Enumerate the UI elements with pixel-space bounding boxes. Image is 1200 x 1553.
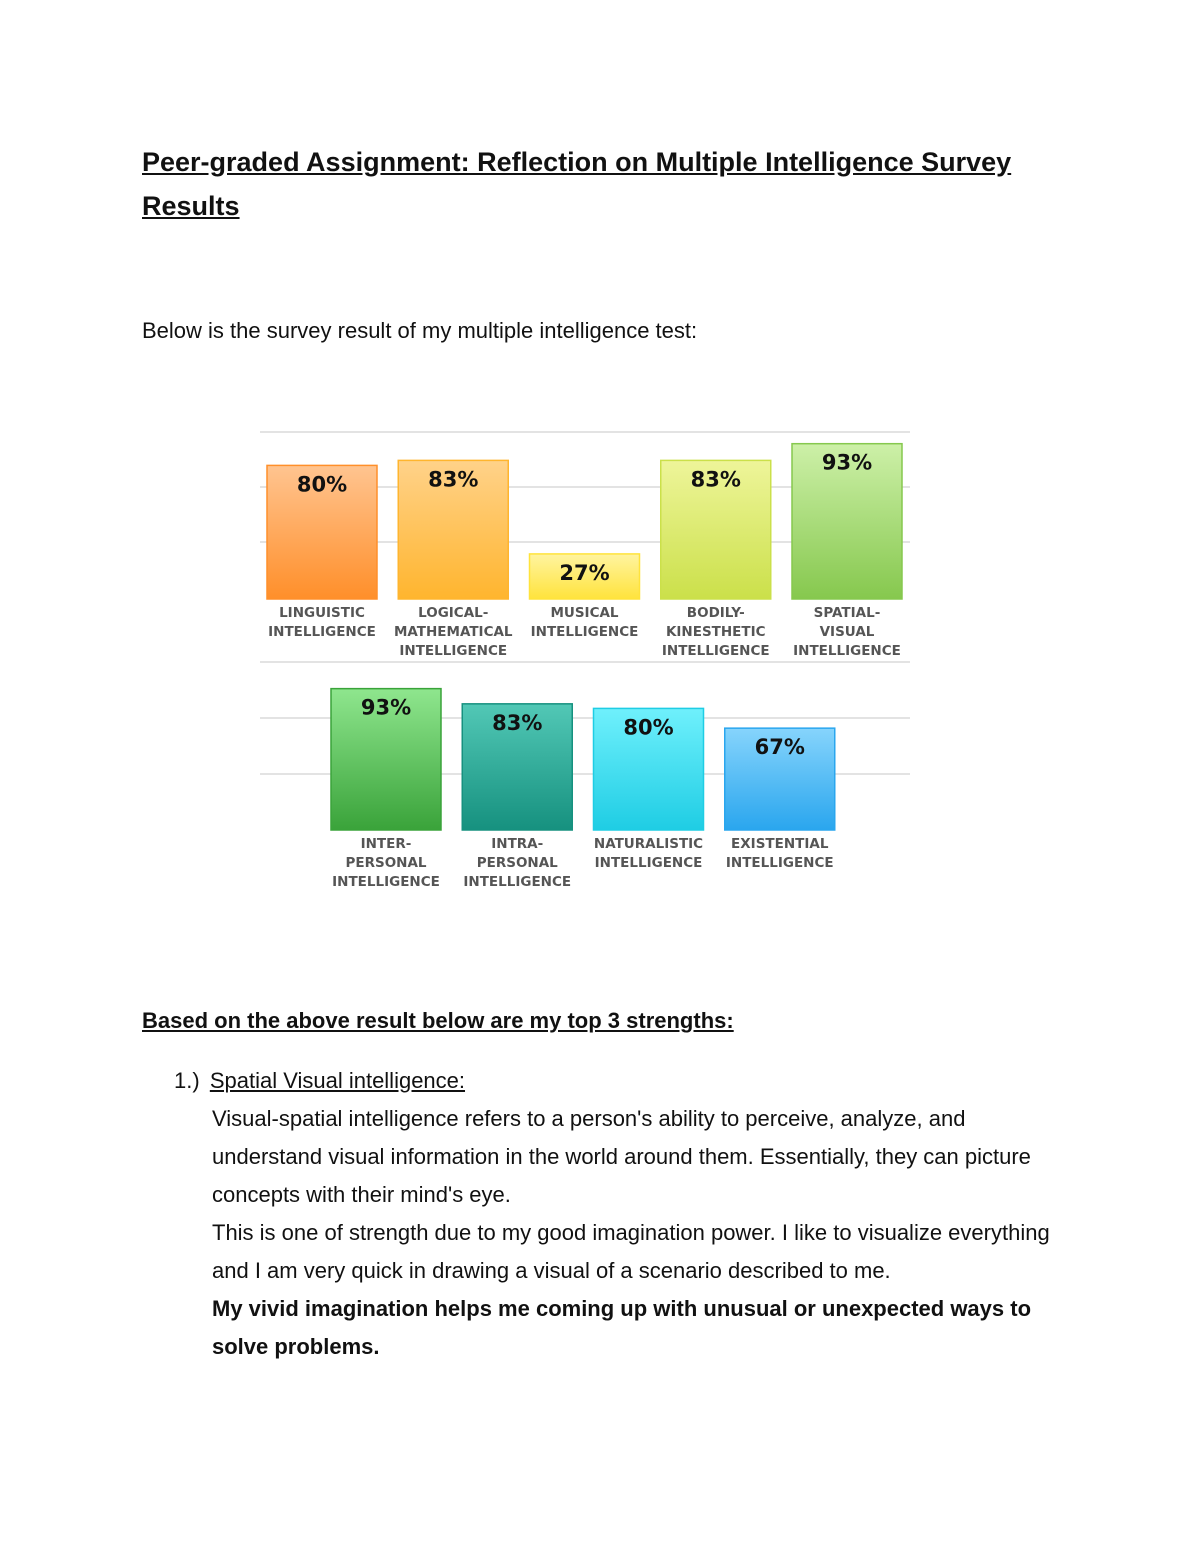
strength-paragraph: This is one of strength due to my good imagination power. I like to visualize everything and I am very quick in drawing a visual of a scenario described to me. [212, 1220, 1050, 1283]
value-label: 27% [559, 560, 610, 585]
category-label: VISUAL [819, 624, 875, 640]
category-label: INTELLIGENCE [793, 643, 901, 659]
intelligence-bar-chart [255, 425, 920, 895]
strength-item-1 [174, 1062, 1074, 1366]
category-label: INTER- [360, 836, 412, 852]
intro-text: Below is the survey result of my multiple intelligence test: [142, 318, 698, 343]
category-label: LOGICAL- [418, 605, 489, 621]
strength-paragraph: Visual-spatial intelligence refers to a person's ability to perceive, analyze, and understand visual information in the world around them. Essentially, they can picture concepts with their mind's eye. [212, 1106, 1031, 1207]
value-label: 93% [821, 450, 873, 475]
category-label: KINESTHETIC [665, 624, 766, 640]
value-label: 83% [428, 467, 479, 492]
value-label: 83% [690, 467, 741, 492]
category-label: MATHEMATICAL [393, 624, 513, 640]
category-label: NATURALISTIC [593, 836, 704, 852]
value-label: 67% [754, 735, 805, 760]
strength-bold-paragraph: My vivid imagination helps me coming up with unusual or unexpected ways to solve problems. [212, 1296, 1032, 1359]
category-label: INTELLIGENCE [399, 643, 508, 659]
category-label: INTELLIGENCE [268, 624, 376, 640]
category-label: PERSONAL [345, 855, 427, 871]
category-label: SPATIAL- [813, 605, 881, 621]
category-label: INTRA- [491, 836, 544, 852]
category-label: INTELLIGENCE [661, 643, 770, 659]
strength-description [212, 1100, 1072, 1366]
value-label: 80% [623, 715, 674, 740]
category-label: LINGUISTIC [279, 605, 365, 621]
category-label: BODILY- [686, 605, 745, 621]
value-label: 80% [296, 472, 348, 497]
category-label: EXISTENTIAL [731, 836, 829, 852]
category-label: INTELLIGENCE [725, 855, 834, 871]
strength-number: 1.) [174, 1068, 200, 1093]
strengths-heading: Based on the above result below are my top 3 strengths: [142, 1008, 734, 1033]
category-label: MUSICAL [550, 605, 619, 621]
category-label: INTELLIGENCE [463, 874, 572, 890]
category-label: INTELLIGENCE [530, 624, 639, 640]
category-label: INTELLIGENCE [332, 874, 440, 890]
category-label: INTELLIGENCE [594, 855, 703, 871]
strength-title: Spatial Visual intelligence: [209, 1068, 466, 1093]
page-title: Peer-graded Assignment: Reflection on Multiple Intelligence Survey Results [142, 147, 1012, 221]
category-label: PERSONAL [476, 855, 558, 871]
value-label: 83% [492, 710, 543, 735]
value-label: 93% [360, 695, 412, 720]
